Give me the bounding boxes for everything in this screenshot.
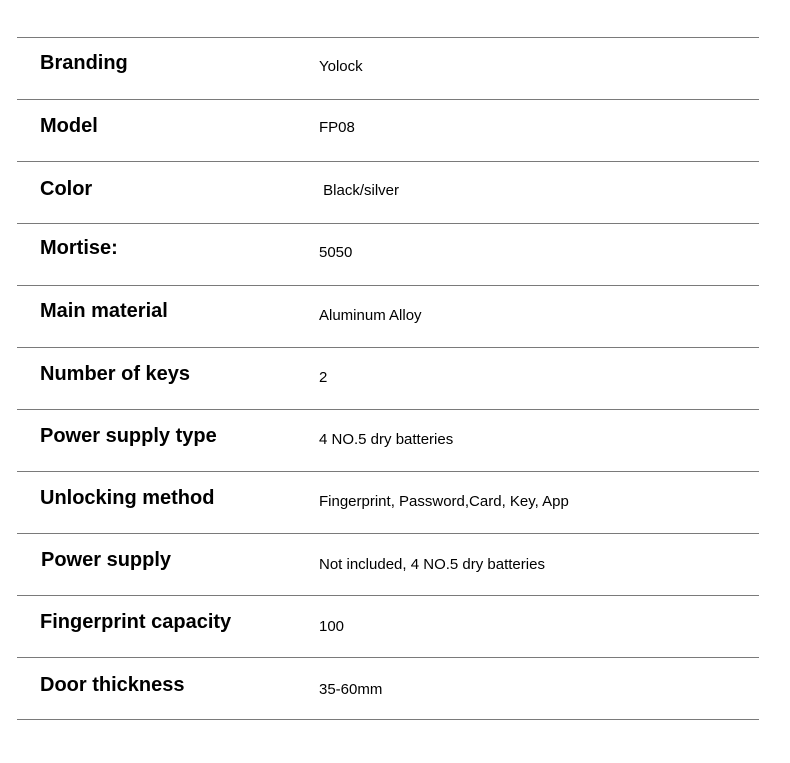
spec-label: Power supply [41, 549, 172, 571]
spec-value: 5050 [319, 244, 353, 261]
spec-row-mortise [17, 224, 759, 286]
spec-row-power-supply-type [17, 410, 759, 472]
spec-value: Fingerprint, Password,Card, Key, App [319, 493, 569, 510]
spec-value: 2 [319, 369, 328, 386]
spec-value: Black/silver [319, 182, 400, 199]
spec-value: 100 [319, 618, 345, 635]
spec-value: Yolock [319, 58, 363, 75]
spec-row-door-thickness [17, 658, 759, 720]
spec-value: Aluminum Alloy [319, 307, 422, 324]
spec-label: Model [40, 115, 98, 137]
spec-row-model [17, 100, 759, 162]
spec-label: Main material [40, 300, 168, 322]
spec-row-branding [17, 38, 759, 100]
spec-label: Number of keys [40, 363, 191, 385]
spec-row-main-material [17, 286, 759, 348]
spec-row-power-supply [17, 534, 759, 596]
spec-table [17, 37, 759, 720]
spec-row-fingerprint-capacity [17, 596, 759, 658]
spec-label: Power supply type [40, 425, 217, 447]
spec-label: Unlocking method [40, 487, 215, 509]
spec-label: Fingerprint capacity [40, 611, 232, 633]
spec-row-unlocking-method [17, 472, 759, 534]
spec-label: Branding [40, 52, 128, 74]
spec-row-color [17, 162, 759, 224]
spec-value: Not included, 4 NO.5 dry batteries [319, 556, 545, 573]
spec-label: Mortise: [40, 237, 118, 259]
spec-label: Color [40, 178, 93, 200]
spec-value: 4 NO.5 dry batteries [319, 431, 454, 448]
spec-row-number-of-keys [17, 348, 759, 410]
spec-value: 35-60mm [319, 681, 383, 698]
spec-label: Door thickness [40, 674, 185, 696]
spec-value: FP08 [319, 119, 355, 136]
